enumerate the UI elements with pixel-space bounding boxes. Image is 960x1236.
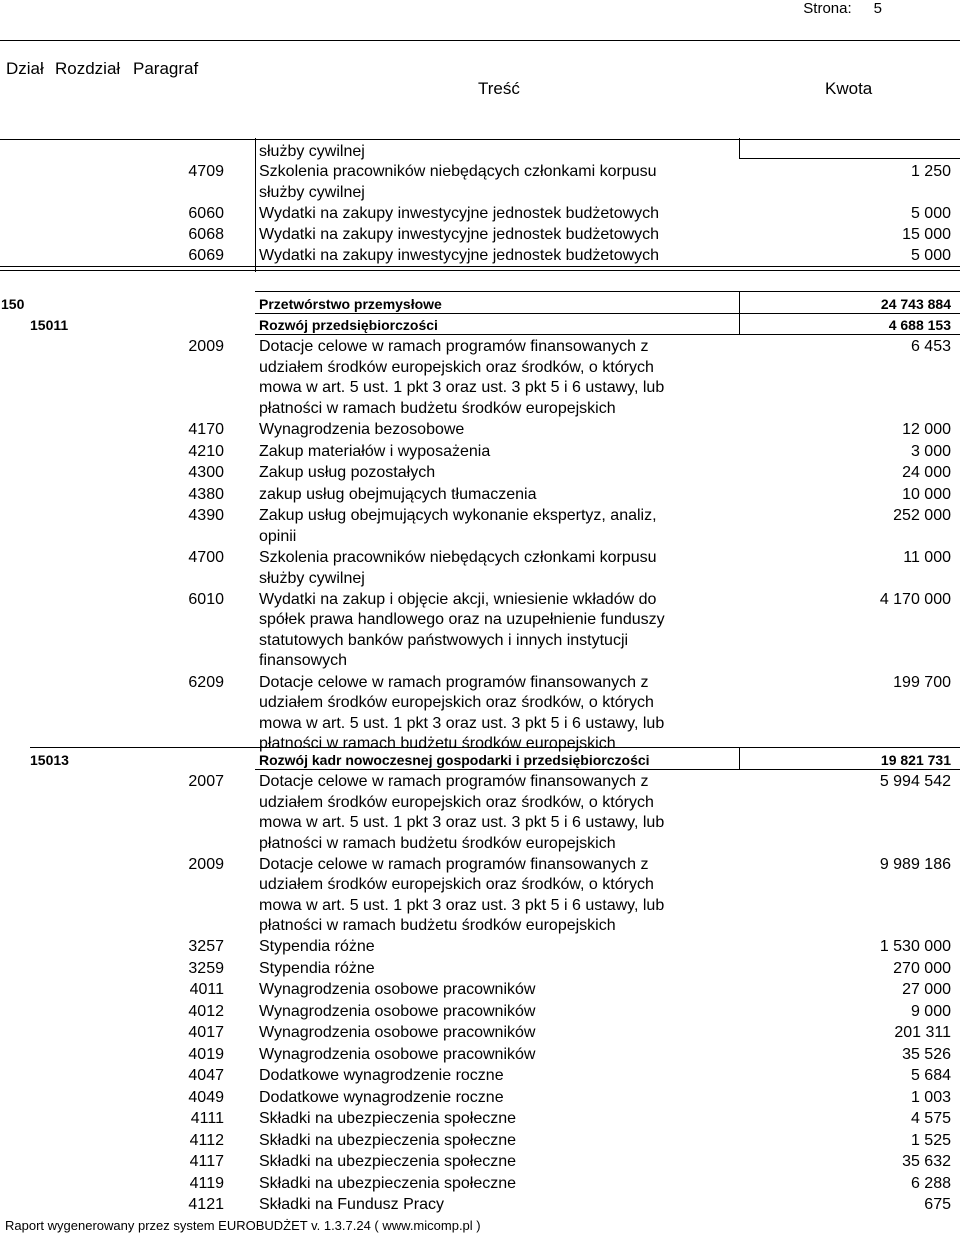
row-amount: 6 288	[910, 1174, 951, 1192]
header-dzial: Dział	[6, 59, 44, 78]
header-paragraf: Paragraf	[133, 59, 199, 78]
row-text: Dotacje celowe w ramach programów finansowanych z udziałem środków europejskich oraz środków, o których mowa w art. 5 ust. 1 pkt 3 oraz ust. 3 pkt 5 i 6 ustawy, lub płatności w ramach budżetu środków europejskich	[259, 773, 665, 852]
row-text: Wynagrodzenia osobowe pracowników	[259, 1024, 536, 1041]
row-text: Dotacje celowe w ramach programów finansowanych z udziałem środków europejskich oraz środków, o których mowa w art. 5 ust. 1 pkt 3 oraz ust. 3 pkt 5 i 6 ustawy, lub płatności w ramach budżetu środków europejskich	[259, 338, 665, 417]
rozdzial-code: 15013	[30, 752, 69, 768]
row-paragraf: 4111	[190, 1110, 224, 1127]
row-amount: 201 311	[894, 1024, 951, 1041]
section-rozdzial-15013	[0, 750, 960, 1217]
row-paragraf: 4300	[188, 464, 224, 481]
row-paragraf: 4117	[189, 1153, 224, 1170]
table-row	[0, 1131, 960, 1153]
row-paragraf: 3259	[188, 959, 224, 977]
row-text: służby cywilnej	[259, 143, 365, 160]
table-row	[0, 1066, 960, 1088]
row-text: Stypendia różne	[259, 959, 375, 977]
row-amount: 15 000	[902, 226, 951, 243]
row-paragraf: 4047	[188, 1067, 224, 1084]
row-text: Dodatkowe wynagrodzenie roczne	[259, 1088, 504, 1106]
row-amount: 1 525	[910, 1131, 951, 1149]
row-text: Składki na ubezpieczenia społeczne	[259, 1174, 517, 1192]
table-row	[0, 772, 960, 855]
row-paragraf: 6060	[188, 205, 224, 222]
rozdzial-row	[0, 315, 960, 337]
header-kwota: Kwota	[825, 79, 873, 98]
row-amount: 1 003	[910, 1088, 951, 1106]
table-row	[0, 162, 960, 204]
page-number	[803, 0, 882, 17]
table-row	[0, 204, 960, 225]
table-row	[0, 506, 960, 548]
row-text: Wydatki na zakup i objęcie akcji, wniesienie wkładów do spółek prawa handlowego oraz na uzupełnienie funduszy statutowych banków państwowych i innych instytucji finansowych	[259, 590, 665, 669]
row-amount: 12 000	[902, 421, 951, 438]
row-paragraf: 4019	[188, 1045, 224, 1063]
table-row	[0, 225, 960, 246]
page-label: Strona:	[803, 0, 852, 17]
row-text: Wydatki na zakupy inwestycyjne jednostek budżetowych	[259, 247, 660, 264]
row-amount: 35 632	[902, 1153, 951, 1170]
table-row	[0, 673, 960, 756]
row-amount: 1 530 000	[879, 938, 951, 955]
row-amount: 27 000	[902, 981, 951, 998]
row-paragraf: 4119	[189, 1174, 224, 1192]
table-row	[0, 590, 960, 673]
table-row	[0, 1174, 960, 1196]
table-row	[0, 548, 960, 590]
rozdzial-amount: 4 688 153	[888, 317, 951, 333]
row-amount: 10 000	[902, 485, 951, 503]
row-amount: 3 000	[910, 442, 951, 460]
dzial-code: 150	[1, 296, 25, 312]
row-text: Dodatkowe wynagrodzenie roczne	[259, 1067, 504, 1084]
row-amount: 9 000	[910, 1002, 951, 1020]
rozdzial-row	[0, 750, 960, 772]
row-text: Dotacje celowe w ramach programów finansowanych z udziałem środków europejskich oraz środków, o których mowa w art. 5 ust. 1 pkt 3 oraz ust. 3 pkt 5 i 6 ustawy, lub płatności w ramach budżetu środków europejskich	[259, 855, 665, 934]
row-amount: 24 000	[902, 464, 951, 481]
row-amount: 6 453	[910, 338, 951, 355]
row-amount: 199 700	[893, 673, 951, 691]
carry-bottom-line-2	[0, 270, 960, 271]
table-row	[0, 420, 960, 442]
table-row	[0, 937, 960, 959]
row-amount: 4 575	[910, 1110, 951, 1127]
table-row	[0, 246, 960, 267]
rozdzial-code: 15011	[30, 317, 69, 333]
row-paragraf: 6010	[188, 590, 224, 608]
row-amount: 35 526	[902, 1045, 951, 1063]
row-paragraf: 3257	[188, 938, 224, 955]
row-amount: 11 000	[903, 549, 951, 566]
row-paragraf: 4049	[188, 1088, 224, 1106]
page-number-value: 5	[873, 0, 882, 17]
rozdzial-amount: 19 821 731	[880, 752, 951, 768]
table-row	[0, 463, 960, 485]
row-text: Szkolenia pracowników niebędących członkami korpusu służby cywilnej	[259, 549, 657, 587]
row-amount: 270 000	[893, 959, 951, 977]
section-dzial-150	[0, 294, 960, 756]
row-text: Składki na ubezpieczenia społeczne	[259, 1110, 517, 1127]
row-paragraf: 4170	[188, 421, 224, 438]
table-row	[0, 1002, 960, 1024]
row-amount: 5 000	[910, 247, 951, 264]
row-paragraf: 4390	[188, 507, 224, 524]
row-paragraf: 4017	[188, 1024, 224, 1041]
rozdzial-name: Rozwój przedsiębiorczości	[259, 317, 438, 333]
rozdzial-name: Rozwój kadr nowoczesnej gospodarki i przedsiębiorczości	[259, 752, 650, 768]
table-row	[0, 1152, 960, 1174]
row-text: Wydatki na zakupy inwestycyjne jednostek budżetowych	[259, 205, 660, 222]
row-paragraf: 2009	[188, 855, 224, 873]
row-amount: 9 989 186	[879, 855, 951, 873]
carry-section	[0, 142, 960, 267]
row-text: Dotacje celowe w ramach programów finansowanych z udziałem środków europejskich oraz środków, o których mowa w art. 5 ust. 1 pkt 3 oraz ust. 3 pkt 5 i 6 ustawy, lub płatności w ramach budżetu środków europejskich	[259, 673, 665, 752]
row-text: Zakup usług pozostałych	[259, 464, 436, 481]
row-text: zakup usług obejmujących tłumaczenia	[259, 485, 537, 503]
row-text: Składki na Fundusz Pracy	[259, 1196, 444, 1213]
row-paragraf: 4121	[188, 1196, 224, 1213]
dzial-row	[0, 294, 960, 315]
table-row	[0, 1088, 960, 1110]
table-row	[0, 1195, 960, 1217]
row-amount: 5 000	[910, 205, 951, 222]
table-row	[0, 337, 960, 420]
row-paragraf: 4700	[188, 549, 224, 566]
table-row	[0, 855, 960, 938]
table-row	[0, 1109, 960, 1131]
row-paragraf: 4012	[188, 1002, 224, 1020]
row-amount: 5 994 542	[879, 773, 951, 790]
row-amount: 5 684	[910, 1067, 951, 1084]
header-tresc: Treść	[478, 79, 520, 98]
table-row	[0, 485, 960, 507]
table-header	[0, 40, 960, 140]
header-rozdzial: Rozdział	[55, 59, 121, 78]
row-paragraf: 6069	[188, 247, 224, 264]
row-text: Wydatki na zakupy inwestycyjne jednostek budżetowych	[259, 226, 660, 243]
row-paragraf: 4709	[188, 163, 224, 180]
report-footer: Raport wygenerowany przez system EUROBUDŻET v. 1.3.7.24 ( www.micomp.pl )	[5, 1218, 481, 1233]
table-row	[0, 1045, 960, 1067]
dzial-name: Przetwórstwo przemysłowe	[259, 296, 442, 312]
row-paragraf: 6068	[188, 226, 224, 243]
row-text: Zakup usług obejmujących wykonanie ekspertyz, analiz, opinii	[259, 507, 657, 545]
table-row	[0, 1023, 960, 1045]
row-amount: 4 170 000	[879, 590, 951, 608]
table-row	[0, 959, 960, 981]
row-amount: 252 000	[893, 507, 951, 524]
row-paragraf: 4380	[188, 485, 224, 503]
row-text: Zakup materiałów i wyposażenia	[259, 442, 491, 460]
dzial-amount: 24 743 884	[880, 296, 951, 312]
row-paragraf: 4112	[189, 1131, 224, 1149]
row-paragraf: 2007	[188, 773, 224, 790]
row-text: Wynagrodzenia osobowe pracowników	[259, 1045, 536, 1063]
row-text: Składki na ubezpieczenia społeczne	[259, 1131, 517, 1149]
row-text: Składki na ubezpieczenia społeczne	[259, 1153, 517, 1170]
row-paragraf: 2009	[188, 338, 224, 355]
row-amount: 1 250	[910, 163, 951, 180]
row-text: Wynagrodzenia osobowe pracowników	[259, 1002, 536, 1020]
table-row	[0, 980, 960, 1002]
row-text: Szkolenia pracowników niebędących członkami korpusu służby cywilnej	[259, 163, 657, 201]
row-text: Stypendia różne	[259, 938, 375, 955]
table-row	[0, 442, 960, 464]
row-paragraf: 4011	[189, 981, 224, 998]
dzial-top-line	[255, 291, 960, 292]
table-row	[0, 142, 960, 162]
row-paragraf: 4210	[188, 442, 224, 460]
row-paragraf: 6209	[188, 673, 224, 691]
row-amount: 675	[924, 1196, 951, 1213]
row-text: Wynagrodzenia bezosobowe	[259, 421, 465, 438]
row-text: Wynagrodzenia osobowe pracowników	[259, 981, 536, 998]
